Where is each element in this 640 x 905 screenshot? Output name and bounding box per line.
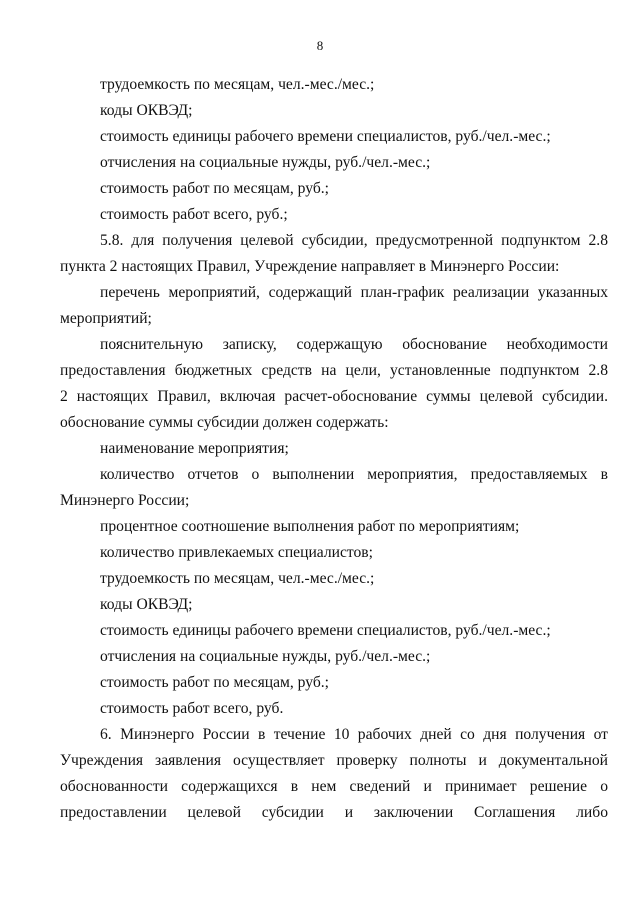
text-line: коды ОКВЭД; (100, 596, 193, 613)
text-line: стоимость работ по месяцам, руб.; (100, 674, 330, 691)
text-line: стоимость работ по месяцам, руб.; (100, 180, 330, 197)
text-line: обоснование суммы субсидии должен содержать: (60, 414, 389, 431)
text-line: пояснительную записку, содержащую обоснование необходимости (100, 336, 608, 353)
text-line: обоснованности содержащихся в нем сведений и принимает решение о (60, 778, 608, 795)
text-line: стоимость работ всего, руб. (100, 700, 284, 717)
text-line: предоставлении целевой субсидии и заключении Соглашения либо (60, 804, 608, 821)
text-line: стоимость работ всего, руб.; (100, 206, 288, 223)
text-line: Учреждения заявления осуществляет проверку полноты и документальной (60, 752, 608, 769)
text-line: стоимость единицы рабочего времени специалистов, руб./чел.-мес.; (100, 622, 551, 639)
text-line: мероприятий; (60, 310, 152, 327)
text-line: трудоемкость по месяцам, чел.-мес./мес.; (100, 570, 375, 587)
text-line: 2 настоящих Правил, включая расчет-обоснование суммы целевой субсидии. (60, 388, 608, 405)
text-line: процентное соотношение выполнения работ по мероприятиям; (100, 518, 520, 535)
text-line: пункта 2 настоящих Правил, Учреждение направляет в Минэнерго России: (60, 258, 560, 275)
text-line: наименование мероприятия; (100, 440, 289, 457)
text-line: стоимость единицы рабочего времени специалистов, руб./чел.-мес.; (100, 128, 551, 145)
text-line: количество привлекаемых специалистов; (100, 544, 373, 561)
text-line: количество отчетов о выполнении мероприятия, предоставляемых в (100, 466, 608, 483)
page-number: 8 (316, 38, 324, 53)
text-line: 6. Минэнерго России в течение 10 рабочих дней со дня получения от (100, 726, 608, 743)
text-line: предоставления бюджетных средств на цели, установленные подпунктом 2.8 (60, 362, 608, 379)
text-line: 5.8. для получения целевой субсидии, предусмотренной подпунктом 2.8 (100, 232, 608, 249)
text-line: Минэнерго России; (60, 492, 190, 509)
text-line: перечень мероприятий, содержащий план-график реализации указанных (100, 284, 608, 301)
text-line: отчисления на социальные нужды, руб./чел.-мес.; (100, 154, 431, 171)
text-line: коды ОКВЭД; (100, 102, 193, 119)
text-line: трудоемкость по месяцам, чел.-мес./мес.; (100, 76, 375, 93)
text-line: отчисления на социальные нужды, руб./чел.-мес.; (100, 648, 431, 665)
